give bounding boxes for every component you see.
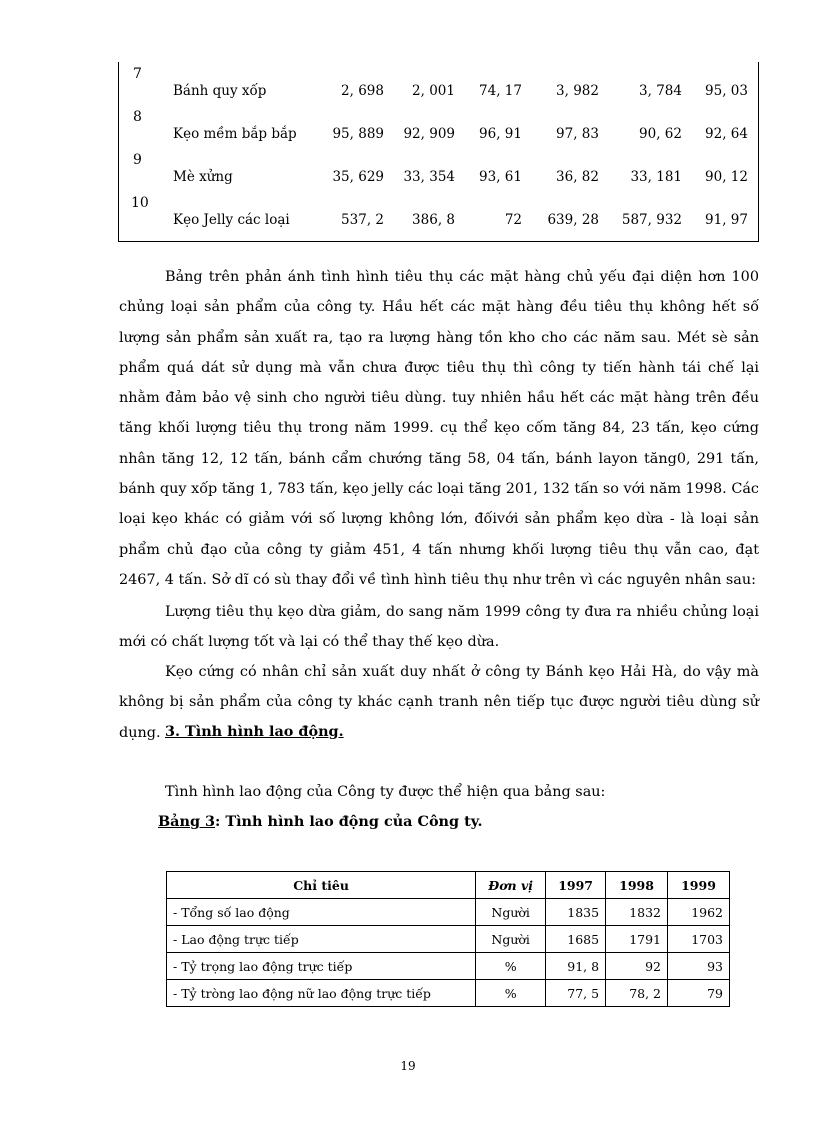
row-number: 9 (133, 152, 142, 168)
table-cell: 91, 97 (705, 212, 748, 228)
caption-label: Bảng 3 (158, 813, 216, 830)
header-cell: 1999 (668, 872, 730, 899)
table-cell: 74, 17 (479, 83, 522, 99)
table-cell: 90, 12 (705, 169, 748, 185)
caption-title: : Tình hình lao động của Công ty. (215, 813, 483, 830)
table-cell: 92, 909 (403, 126, 455, 142)
unit-cell: % (476, 980, 546, 1007)
table-cell: 537, 2 (341, 212, 384, 228)
table-cell: 36, 82 (556, 169, 599, 185)
table-row (167, 980, 730, 1007)
unit-cell: % (476, 953, 546, 980)
table-cell: 3, 982 (556, 83, 599, 99)
header-cell: 1998 (606, 872, 668, 899)
table-row (119, 109, 758, 149)
table-cell: 639, 28 (547, 212, 599, 228)
labor-table (166, 871, 730, 1007)
value-cell: 77, 5 (546, 980, 606, 1007)
header-cell: Đơn vị (476, 872, 546, 899)
table-row (167, 953, 730, 980)
paragraph-reason-1: Lượng tiêu thụ kẹo dừa giảm, do sang năm 1999 công ty đưa ra nhiều chủng loại mới có chất lượng tốt và lại có thể thay thế kẹo dừa. (119, 604, 759, 651)
table-cell: 35, 629 (332, 169, 384, 185)
table-cell: 2, 698 (341, 83, 384, 99)
section-heading: 3. Tình hình lao động. (165, 723, 344, 740)
table-cell: 97, 83 (556, 126, 599, 142)
table-row (167, 926, 730, 953)
table-cell: 95, 03 (705, 83, 748, 99)
table-cell: 33, 181 (630, 169, 682, 185)
value-cell: 78, 2 (606, 980, 668, 1007)
product-name: Mè xửng (173, 169, 233, 185)
table-row (119, 152, 758, 192)
table-caption (158, 813, 482, 830)
table-row (167, 899, 730, 926)
table-intro: Tình hình lao động của Công ty được thể hiện qua bảng sau: (165, 784, 606, 800)
value-cell: 93 (668, 953, 730, 980)
product-name: Kẹo mềm bắp bắp (173, 126, 297, 142)
table-row (119, 66, 758, 106)
table-cell: 96, 91 (479, 126, 522, 142)
table-cell: 95, 889 (332, 126, 384, 142)
value-cell: 1685 (546, 926, 606, 953)
table-cell: 587, 932 (621, 212, 682, 228)
product-consumption-table (118, 62, 759, 242)
value-cell: 1835 (546, 899, 606, 926)
table-cell: 2, 001 (412, 83, 455, 99)
table-cell: 386, 8 (412, 212, 455, 228)
table-cell: 92, 64 (705, 126, 748, 142)
table-cell: 93, 61 (479, 169, 522, 185)
unit-cell: Người (476, 926, 546, 953)
table-header-row (167, 872, 730, 899)
table-cell: 90, 62 (639, 126, 682, 142)
value-cell: 1703 (668, 926, 730, 953)
value-cell: 1791 (606, 926, 668, 953)
row-number: 8 (133, 109, 142, 125)
item-cell: - Tỷ trọng lao động trực tiếp (167, 953, 476, 980)
value-cell: 1962 (668, 899, 730, 926)
unit-cell: Người (476, 899, 546, 926)
value-cell: 91, 8 (546, 953, 606, 980)
item-cell: - Lao động trực tiếp (167, 926, 476, 953)
header-cell: 1997 (546, 872, 606, 899)
page-number: 19 (400, 1059, 416, 1073)
table-row (119, 195, 758, 235)
value-cell: 79 (668, 980, 730, 1007)
paragraph-analysis: Bảng trên phản ánh tình hình tiêu thụ các mặt hàng chủ yếu đại diện hơn 100 chủng loại sản phẩm của công ty. Hầu hết các mặt hàng đều tiêu thụ không hết số lượng sản phẩm sản xuất ra, tạo ra lượng hàng tồn kho cho các năm sau. Mét sè sản phẩm quá dát sử dụng mà vẫn chưa được tiêu thụ thì công ty tiến hành tái chế lại nhằm đảm bảo vệ sinh cho người tiêu dùng. tuy nhiên hầu hết các mặt hàng trên đều tăng khối lượng tiêu thụ trong năm 1999. cụ thể kẹo cốm tăng 84, 23 tấn, kẹo cứng nhân tăng 12, 12 tấn, bánh cẩm chướng tăng 58, 04 tấn, bánh layon tăng0, 291 tấn, bánh quy xốp tăng 1, 783 tấn, kẹo jelly các loại tăng 201, 132 tấn so với năm 1998. Các loại kẹo khác có giảm với số lượng không lớn, đốivới sản phẩm kẹo dừa - là loại sản phẩm chủ đạo của công ty giảm 451, 4 tấn nhưng khối lượng tiêu thụ vẫn cao, đạt 2467, 4 tấn. Sở dĩ có sù thay đổi về tình hình tiêu thụ như trên vì các nguyên nhân sau: (119, 269, 759, 588)
value-cell: 1832 (606, 899, 668, 926)
item-cell: - Tổng số lao động (167, 899, 476, 926)
table-cell: 3, 784 (639, 83, 682, 99)
value-cell: 92 (606, 953, 668, 980)
product-name: Bánh quy xốp (173, 83, 267, 99)
header-cell: Chỉ tiêu (167, 872, 476, 899)
paragraph-reason-2: Kẹo cứng có nhân chỉ sản xuất duy nhất ở công ty Bánh kẹo Hải Hà, do vậy mà không bị sản phẩm của công ty khác cạnh tranh nên tiếp tục được người tiêu dùng sử dụng. (119, 664, 759, 741)
row-number: 7 (133, 66, 142, 82)
item-cell: - Tỷ tròng lao động nữ lao động trực tiếp (167, 980, 476, 1007)
product-name: Kẹo Jelly các loại (173, 212, 290, 228)
row-number: 10 (131, 195, 149, 211)
table-cell: 72 (504, 212, 522, 228)
table-cell: 33, 354 (403, 169, 455, 185)
